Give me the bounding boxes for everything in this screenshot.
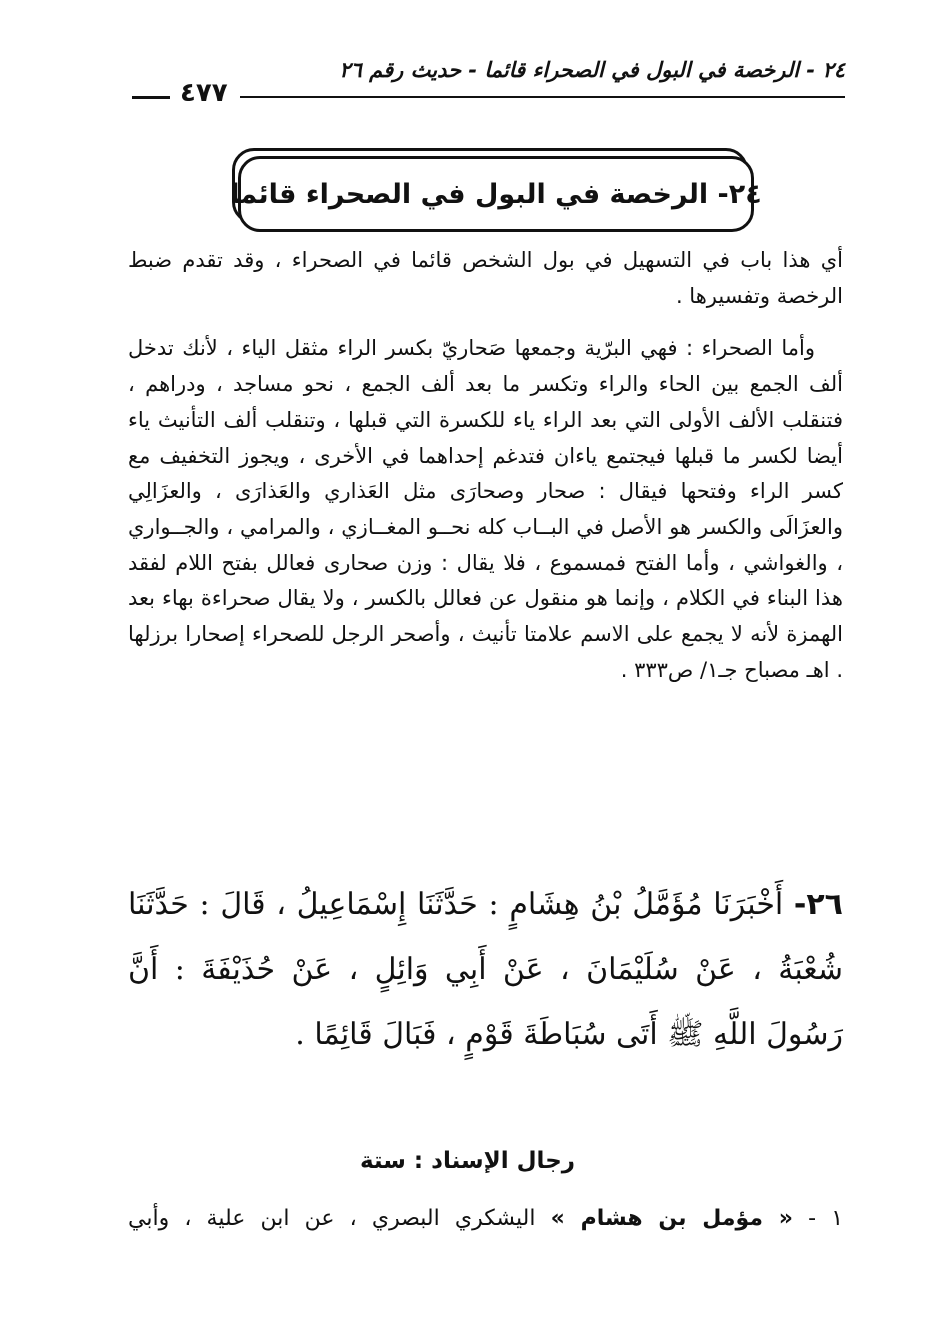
hadith-text-block: [128, 872, 843, 1067]
isnad-item-1: [128, 1206, 843, 1231]
narrator-description: اليشكري البصري ، عن ابن علية ، وأبي: [128, 1206, 536, 1231]
narrator-name: « مؤمل بن هشام »: [550, 1206, 793, 1231]
page-number-dash: [132, 96, 170, 99]
running-header: [132, 52, 845, 108]
commentary-paragraph-2: وأما الصحراء : فهي البرّية وجمعها صَحاريّ بكسر الراء مثقل الياء ، لأنك تدخل ألف الجمع بين الحاء والراء وتكسر ما بعد ألف الجمع ، نحو مساجد ، ودراهم ، فتنقلب الألف الأولى التي بعد الراء ياء للكسرة التي قبلها ، وتنقلب ألف التأنيث ياء أيضا لكسر ما قبلها فيجتمع ياءان فتدغم إحداهما في الأخرى ، ويجوز التخفيف مع كسر الراء وفتحها فيقال : صحار وصحارَى مثل العَذاري والعَذارَى ، والعزَالِي والعزَالَى والكسر هو الأصل في البــاب كله نحــو المغــازي ، والمرامي ، والجــواري ، والغواشي ، وأما الفتح فمسموع ، فلا يقال : وزن صحارى فعالل بفتح اللام لفقد هذا البناء في الكلام ، وإنما هو منقول عن فعالل بالكسر ، ولا يقال صحراءة بهاء بعد الهمزة لأنه لا يجمع على الاسم علامتا تأنيث ، وأصحر الرجل للصحراء إصحارا برزلها . اهـ مصباح جـ١/ ص٣٣٣ .: [128, 336, 843, 682]
header-rule: [240, 96, 845, 98]
isnad-item-number: ١ -: [808, 1206, 844, 1231]
page-number: ٤٧٧: [176, 78, 232, 108]
commentary-paragraph-1: أي هذا باب في التسهيل في بول الشخص قائما في الصحراء ، وقد تقدم ضبط الرخصة وتفسيرها .: [128, 248, 843, 308]
hadith-number: ٢٦-: [793, 887, 843, 922]
running-header-title: ٢٤ - الرخصة في البول في الصحراء قائما - حديث رقم ٢٦: [339, 58, 845, 82]
chapter-heading-box: [230, 156, 762, 232]
isnad-heading: رجال الإسناد : ستة: [359, 1148, 576, 1174]
commentary: [128, 243, 843, 688]
hadith-text: أَخْبَرَنَا مُؤَمَّلُ بْنُ هِشَامٍ : حَدَّثَنَا إِسْمَاعِيلُ ، قَالَ : حَدَّثَنَا شُعْبَةُ ، عَنْ سُلَيْمَانَ ، عَنْ أَبِي وَائِلٍ ، عَنْ حُذَيْفَةَ : أَنَّ رَسُولَ اللَّهِ ﷺ أَتَى سُبَاطَةَ قَوْمٍ ، فَبَالَ قَائِمًا .: [128, 887, 843, 1052]
chapter-title: ٢٤- الرخصة في البول في الصحراء قائما: [230, 178, 762, 210]
